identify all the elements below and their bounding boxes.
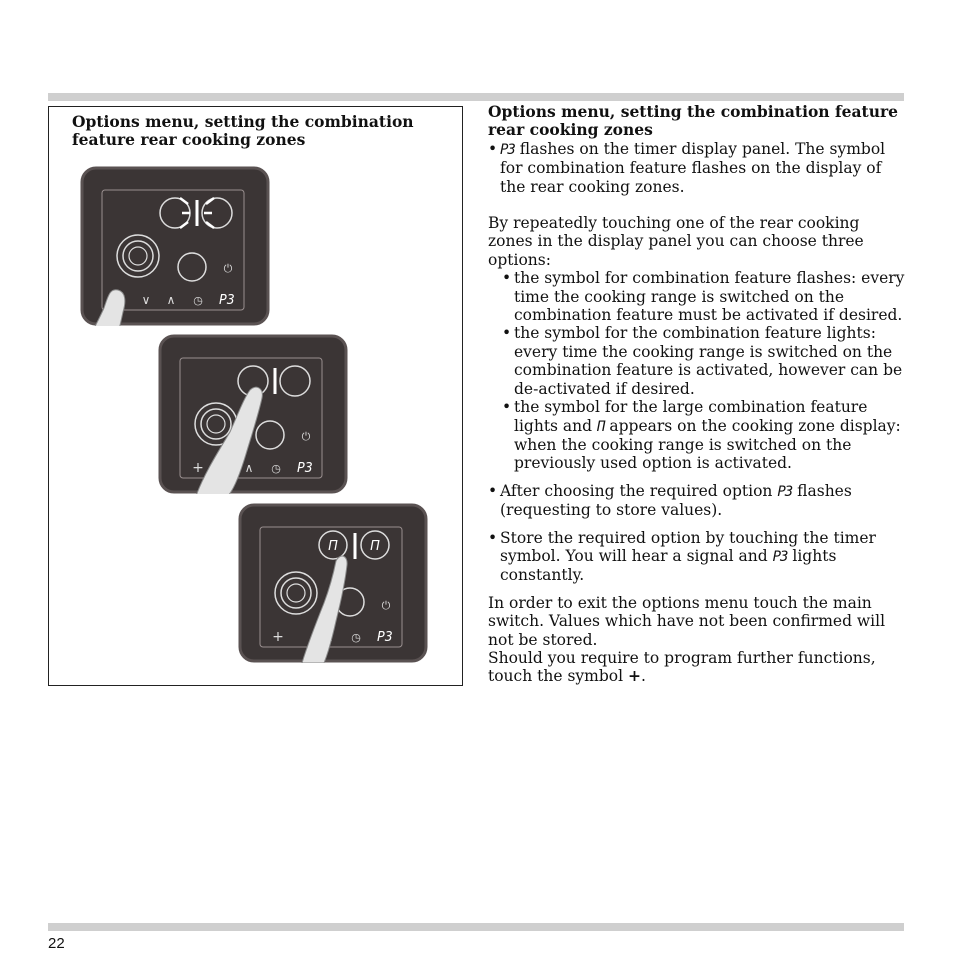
bullet-item: • Store the required option by touching the timer symbol. You will hear a signal and P3 lights constantly. [488, 528, 876, 585]
cooktop-panel-3 [238, 503, 428, 663]
bottom-rule [48, 923, 904, 931]
plus-icon: + [192, 460, 204, 476]
timer-icon: ◷ [351, 631, 361, 644]
up-arrow-icon: ∧ [166, 293, 176, 307]
power-icon: ⏻ [223, 262, 233, 275]
pi-display-symbol: Π [597, 418, 605, 435]
power-icon: ⏻ [301, 430, 311, 443]
timer-icon: ◷ [271, 462, 281, 475]
paragraph-further: Should you require to program further functions, touch the symbol +. [488, 648, 876, 686]
top-rule [48, 93, 904, 101]
zone-symbol-right: Π [370, 539, 380, 554]
timer-readout: P3 [377, 630, 393, 645]
option-item: • the symbol for combination feature flashes: every time the cooking range is switched on the combination feature must be activated if desired. [502, 269, 905, 325]
timer-readout: P3 [219, 293, 235, 308]
timer-readout: P3 [297, 461, 313, 476]
p3-display-symbol: P3 [772, 548, 788, 565]
plus-icon: + [272, 629, 284, 645]
p3-display-symbol: P3 [500, 141, 515, 158]
option-item: • the symbol for the combination feature lights: every time the cooking range is switched on the combination feature is activated, however can be de-activated if desired. [502, 324, 903, 398]
zone-symbol-left: Π [328, 539, 338, 554]
bullet-item: • P3 flashes on the timer display panel. The symbol for combination feature flashes on the display of the rear cooking zones. [488, 139, 886, 196]
page-number: 22 [48, 935, 65, 952]
up-arrow-icon: ∧ [244, 461, 254, 475]
bullet-item: • After choosing the required option P3 flashes (requesting to store values). [488, 481, 852, 520]
power-icon: ⏻ [381, 599, 391, 612]
cooktop-panel-2 [158, 334, 348, 494]
p3-display-symbol: P3 [777, 483, 793, 500]
section-heading: Options menu, setting the combination feature rear cooking zones [488, 102, 898, 140]
plus-symbol: + [628, 666, 642, 686]
figure-title: Options menu, setting the combination feature rear cooking zones [72, 112, 414, 149]
timer-icon: ◷ [193, 294, 203, 307]
cooktop-panel-1 [80, 166, 270, 326]
down-arrow-icon: ∨ [141, 293, 151, 307]
option-item: • the symbol for the large combination feature lights and Π appears on the cooking zone display: when the cooking range is switched on the previously used option is activated. [502, 398, 901, 473]
instructions-column [488, 103, 908, 686]
paragraph-exit: In order to exit the options menu touch the main switch. Values which have not been confirmed will not be stored. [488, 593, 886, 649]
paragraph-options: By repeatedly touching one of the rear cooking zones in the display panel you can choose three options: [488, 214, 864, 269]
